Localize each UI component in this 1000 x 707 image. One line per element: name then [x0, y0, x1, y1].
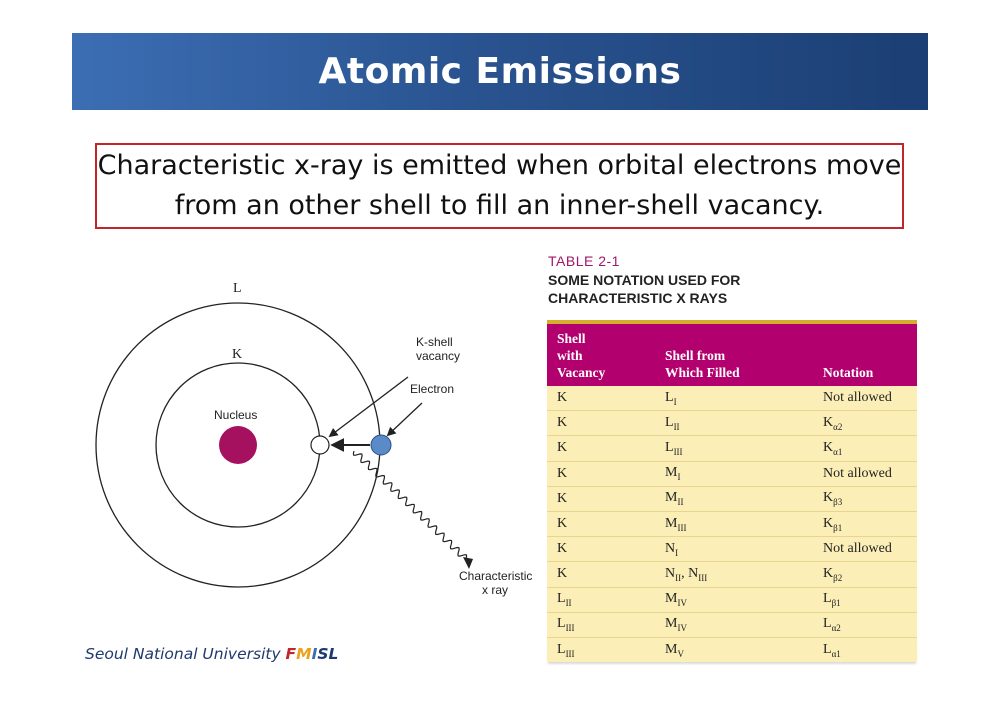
- footer-brand-letter: I: [311, 645, 318, 663]
- cell-filled-from: $N_{II}$, $N_{III}$: [655, 562, 813, 587]
- electron: [371, 435, 391, 455]
- filled-shell: $N_{III}$: [688, 566, 708, 583]
- cell-notation: [813, 386, 917, 411]
- notation-symbol: Not allowed: [823, 465, 892, 481]
- notation-symbol: $K_{\beta 3}$: [823, 490, 843, 508]
- notation-symbol: $K_{\beta 1}$: [823, 515, 843, 533]
- filled-shell: $M_{IV}$: [665, 591, 687, 608]
- table-row: [547, 562, 917, 587]
- footer-text: Seoul National University: [85, 645, 286, 663]
- cell-notation: [813, 562, 917, 587]
- l-shell-label: L: [233, 281, 242, 296]
- table-title-line-1: SOME NOTATION USED FOR: [548, 272, 741, 288]
- cell-notation: [813, 587, 917, 612]
- footer-brand-letter: M: [296, 645, 312, 663]
- vacancy-shell: K: [557, 566, 568, 582]
- cell-vacancy: [547, 587, 655, 612]
- cell-filled-from: [655, 587, 813, 612]
- table-number: TABLE 2-1: [548, 253, 620, 269]
- vacancy-shell: K: [557, 440, 568, 456]
- nucleus-label: Nucleus: [214, 408, 258, 422]
- table-row: [547, 587, 917, 612]
- footer-brand-letter: F: [285, 645, 297, 663]
- filled-shell: $L_{III}$: [665, 440, 683, 457]
- cell-vacancy: [547, 461, 655, 486]
- vacancy-shell: K: [557, 415, 568, 431]
- table-row: [547, 511, 917, 536]
- cell-vacancy: [547, 411, 655, 436]
- cell-notation: [813, 411, 917, 436]
- cell-filled-from: [655, 461, 813, 486]
- table-caption: [548, 253, 740, 307]
- notation-symbol: $L_{\beta 1}$: [823, 591, 841, 608]
- nucleus: [219, 426, 257, 464]
- cell-vacancy: [547, 386, 655, 411]
- electron-pointer-arrow: [388, 403, 422, 435]
- table-title-line-2: CHARACTERISTIC X RAYS: [548, 290, 728, 306]
- vacancy-label-line-1: K-shell: [416, 335, 453, 349]
- filled-shell: $M_V$: [665, 641, 684, 659]
- vacancy-shell: K: [557, 465, 568, 481]
- cell-vacancy: [547, 562, 655, 587]
- k-shell-vacancy: [311, 436, 329, 454]
- table-row: [547, 486, 917, 511]
- header-shell-with-vacancy: Shell with Vacancy: [547, 322, 655, 386]
- cell-vacancy: [547, 637, 655, 662]
- vacancy-shell: $L_{III}$: [557, 616, 575, 634]
- cell-vacancy: [547, 436, 655, 461]
- callout-text: [98, 146, 902, 226]
- vacancy-label-line-2: vacancy: [416, 349, 461, 363]
- cell-filled-from: [655, 612, 813, 637]
- callout-box: [95, 143, 904, 229]
- cell-filled-from: [655, 637, 813, 662]
- vacancy-shell: $L_{III}$: [557, 641, 575, 659]
- cell-notation: [813, 461, 917, 486]
- filled-shell: $M_{III}$: [665, 515, 687, 533]
- table-row: [547, 461, 917, 486]
- header-notation: Notation: [813, 322, 917, 386]
- cell-notation: [813, 511, 917, 536]
- cell-vacancy: [547, 511, 655, 536]
- footer-brand-letter: S: [317, 645, 329, 663]
- cell-vacancy: [547, 486, 655, 511]
- cell-filled-from: [655, 537, 813, 562]
- cell-vacancy: [547, 612, 655, 637]
- cell-filled-from: [655, 436, 813, 461]
- cell-notation: [813, 612, 917, 637]
- notation-symbol: $L_{\alpha 1}$: [823, 641, 841, 659]
- footer-brand: [286, 645, 339, 663]
- vacancy-shell: $L_{II}$: [557, 591, 572, 608]
- atom-diagram: [80, 265, 540, 625]
- notation-symbol: $K_{\alpha 2}$: [823, 414, 843, 432]
- electron-label: Electron: [410, 382, 455, 396]
- k-shell-label: K: [232, 347, 243, 362]
- xray-label-line-1: Characteristic: [459, 569, 533, 583]
- filled-shell: $L_I$: [665, 389, 677, 407]
- slide-title: Atomic Emissions: [318, 51, 682, 92]
- table-row: [547, 436, 917, 461]
- vacancy-shell: K: [557, 541, 568, 557]
- filled-shell: $M_{IV}$: [665, 616, 687, 634]
- cell-filled-from: [655, 411, 813, 436]
- title-bar: [72, 33, 928, 110]
- table-row: [547, 537, 917, 562]
- table-row: [547, 612, 917, 637]
- notation-symbol: $K_{\beta 2}$: [823, 566, 843, 583]
- cell-notation: [813, 486, 917, 511]
- xray-label-line-2: x ray: [482, 583, 509, 597]
- filled-shell: $M_I$: [665, 465, 681, 483]
- callout-line-2: from an other shell to fill an inner-shell vacancy.: [174, 190, 825, 221]
- filled-shell: $M_{II}$: [665, 490, 684, 508]
- cell-vacancy: [547, 537, 655, 562]
- notation-symbol: Not allowed: [823, 541, 892, 557]
- notation-table: [547, 320, 917, 662]
- notation-symbol: $K_{\alpha 1}$: [823, 440, 843, 457]
- cell-notation: [813, 537, 917, 562]
- callout-line-1: Characteristic x-ray is emitted when orbital electrons move: [97, 150, 902, 181]
- cell-filled-from: [655, 486, 813, 511]
- cell-filled-from: [655, 511, 813, 536]
- xray-wave: [353, 451, 466, 559]
- table-row: [547, 386, 917, 411]
- vacancy-shell: K: [557, 490, 568, 506]
- filled-shell: $L_{II}$: [665, 414, 680, 432]
- footer-brand-letter: L: [328, 645, 339, 663]
- table-row: [547, 411, 917, 436]
- footer: [85, 645, 338, 663]
- table-row: [547, 637, 917, 662]
- vacancy-shell: K: [557, 390, 568, 406]
- header-shell-from-which-filled: Shell from Which Filled: [655, 322, 813, 386]
- filled-shell: $N_I$: [665, 540, 679, 558]
- notation-symbol: Not allowed: [823, 390, 892, 406]
- table-header-row: [547, 322, 917, 386]
- table-body: [547, 386, 917, 662]
- cell-notation: [813, 637, 917, 662]
- cell-notation: [813, 436, 917, 461]
- notation-symbol: $L_{\alpha 2}$: [823, 616, 841, 634]
- filled-shell: $N_{II}$: [665, 566, 682, 583]
- vacancy-shell: K: [557, 516, 568, 532]
- table-title: [548, 271, 740, 307]
- xray-arrowhead: [463, 557, 473, 569]
- cell-filled-from: [655, 386, 813, 411]
